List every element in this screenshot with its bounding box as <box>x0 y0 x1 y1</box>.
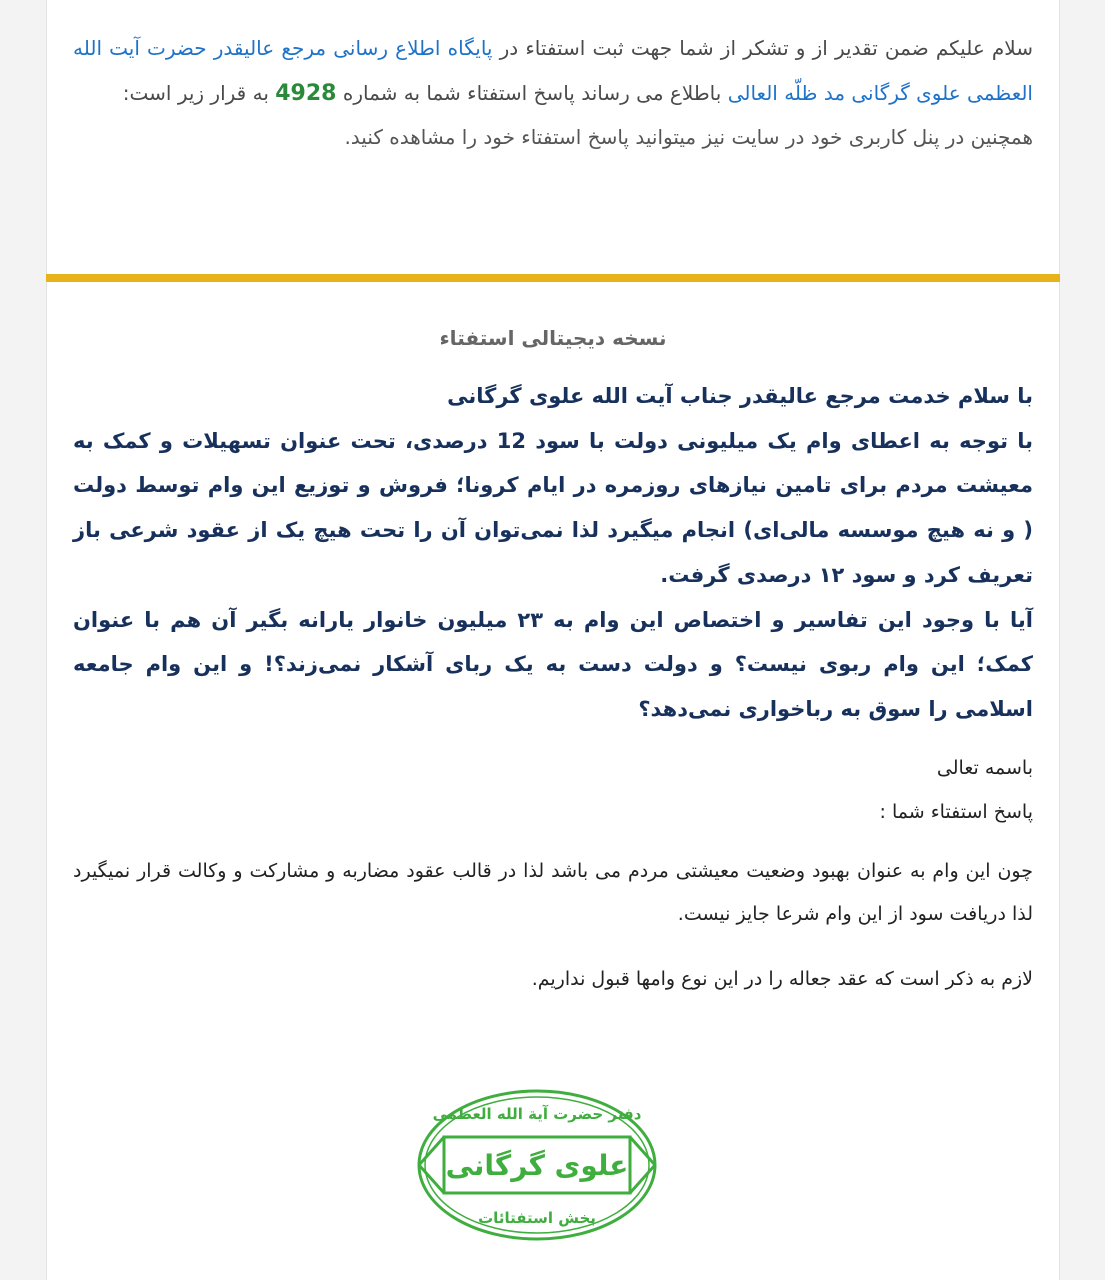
question-number: 4928 <box>275 81 337 106</box>
intro-section <box>47 0 1059 274</box>
question-section <box>47 374 1059 732</box>
answer-note: لازم به ذکر است که عقد جعاله را در این نوع وامها قبول نداریم. <box>531 967 1033 990</box>
intro-text-middle: باطلاع می رساند پاسخ استفتاء شما به شماره <box>336 81 728 105</box>
answer-section <box>47 746 1059 1001</box>
question-body: با توجه به اعطای وام یک میلیونی دولت با سود 12 درصدی، تحت عنوان تسهیلات و کمک به معیشت مردم برای تامین نیازهای روزمره در ایام کرونا؛ فروش و توزیع این وام توسط دولت ( و نه هیچ موسسه مالی‌ای) انجام میگیرد لذا نمی‌توان آن را تحت هیچ یک از عقود شرعی باز تعریف کرد و سود ۱۲ درصدی گرفت. <box>73 428 1033 587</box>
question-greeting: با سلام خدمت مرجع عالیقدر جناب آیت الله علوی گرگانی <box>447 384 1033 408</box>
intro-paragraph <box>73 26 1033 116</box>
site-link[interactable]: پایگاه اطلاع رسانی مرجع عالیقدر حضرت آیت الله العظمی علوی گرگانی مد ظلّه العالی <box>73 36 1033 105</box>
seal-center-text: علوی گرگانی <box>445 1149 629 1182</box>
seal-bottom-text: بخش استفتائات <box>478 1209 596 1227</box>
message-card <box>46 0 1060 1280</box>
answer-opening: باسمه تعالی <box>936 756 1033 779</box>
section-divider <box>46 274 1060 282</box>
user-panel-note: همچنین در پنل کاربری خود در سایت نیز میتوانید پاسخ استفتاء خود را مشاهده کنید. <box>344 125 1033 149</box>
answer-paragraph: چون این وام به عنوان بهبود وضعیت معیشتی مردم می باشد لذا در قالب عقود مضاربه و مشارکت و وکالت قرار نمیگیرد لذا دریافت سود از این وام شرعا جایز نیست. <box>73 859 1033 925</box>
document-title: نسخه دیجیتالی استفتاء <box>439 326 667 350</box>
seal-top-text: دفتر حضرت آیة الله العظمی <box>432 1105 642 1123</box>
question-inquiry: آیا با وجود این تفاسیر و اختصاص این وام به ۲۳ میلیون خانوار یارانه بگیر آن هم با عنوان کمک؛ این وام ربوی نیست؟ و دولت دست به یک ربای آشکار نمی‌زند؟! و این وام جامعه اسلامی را سوق به رباخواری نمی‌دهد؟ <box>73 607 1033 721</box>
office-seal-stamp <box>412 1085 662 1245</box>
answer-label: پاسخ استفتاء شما : <box>879 800 1033 823</box>
intro-text-end: به قرار زیر است: <box>122 81 276 105</box>
intro-text-start: سلام علیکم ضمن تقدیر از و تشکر از شما جهت ثبت استفتاء در <box>492 36 1033 60</box>
